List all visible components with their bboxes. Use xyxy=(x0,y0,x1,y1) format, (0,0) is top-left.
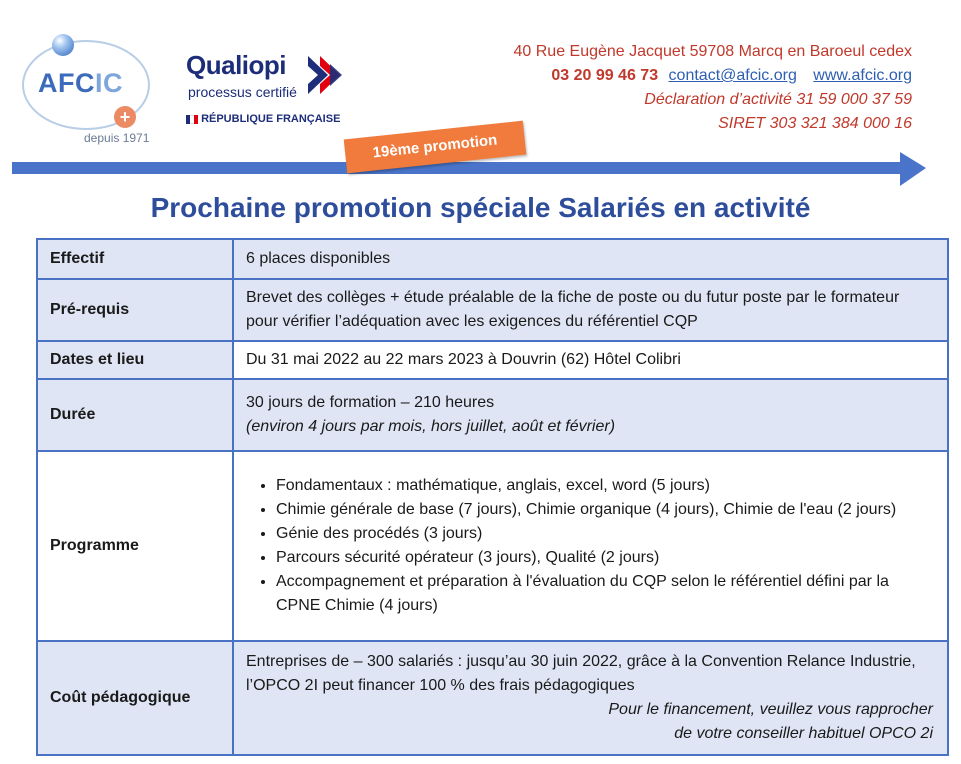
duree-main: 30 jours de formation – 210 heures xyxy=(246,394,495,411)
logo-sphere xyxy=(52,34,74,56)
value-effectif: 6 places disponibles xyxy=(233,239,948,279)
label-dates: Dates et lieu xyxy=(37,341,233,379)
contact-line xyxy=(514,64,913,88)
contact-block xyxy=(514,40,913,136)
programme-list xyxy=(246,474,935,618)
list-item: • Fondamentaux : mathématique, anglais, excel, word (5 jours) xyxy=(276,474,935,498)
value-dates: Du 31 mai 2022 au 22 mars 2023 à Douvrin (62) Hôtel Colibri xyxy=(233,341,948,379)
label-programme: Programme xyxy=(37,451,233,641)
row-programme xyxy=(37,451,948,641)
list-item: • Accompagnement et préparation à l'évaluation du CQP selon le référentiel défini par la CPNE Chimie (4 jours) xyxy=(276,570,935,618)
page-title: Prochaine promotion spéciale Salariés en activité xyxy=(150,192,811,223)
list-item: • Parcours sécurité opérateur (3 jours), Qualité (2 jours) xyxy=(276,546,935,570)
list-item: • Génie des procédés (3 jours) xyxy=(276,522,935,546)
plus-icon: + xyxy=(114,106,136,128)
cout-main: Entreprises de – 300 salariés : jusqu’au 30 juin 2022, grâce à la Convention Relance Industrie, l’OPCO 2I peut financer 100 % des frais pédagogiques xyxy=(246,653,916,694)
address: 40 Rue Eugène Jacquet 59708 Marcq en Baroeul cedex xyxy=(513,43,912,60)
qualiopi-subtitle: processus certifié xyxy=(188,84,297,100)
logo-wordmark-a: AFC xyxy=(38,68,95,98)
cout-note-2: de votre conseiller habituel OPCO 2i xyxy=(674,725,933,742)
label-effectif: Effectif xyxy=(37,239,233,279)
logo-wordmark xyxy=(38,68,123,99)
qualiopi-arrow-icon xyxy=(306,52,352,98)
siret: SIRET 303 321 384 000 16 xyxy=(718,115,912,132)
row-dates xyxy=(37,341,948,379)
phone-number: 03 20 99 46 73 xyxy=(551,67,659,84)
flag-red xyxy=(194,115,198,124)
republique-francaise xyxy=(186,113,340,125)
afcic-logo xyxy=(18,30,168,145)
row-effectif xyxy=(37,239,948,279)
promotion-stamp: 19ème promotion xyxy=(344,121,527,174)
declaration: Déclaration d’activité 31 59 000 37 59 xyxy=(644,91,912,108)
duree-note: (environ 4 jours par mois, hors juillet, août et février) xyxy=(246,418,616,435)
logo-since: depuis 1971 xyxy=(84,131,150,145)
row-cout xyxy=(37,641,948,755)
logo-wordmark-b: IC xyxy=(95,68,123,98)
info-table xyxy=(36,238,949,756)
value-programme xyxy=(233,451,948,641)
value-prerequis: Brevet des collèges + étude préalable de la fiche de poste ou du futur poste par le formateur pour vérifier l’adéquation avec les exigences du référentiel CQP xyxy=(233,279,948,341)
list-item: • Chimie générale de base (7 jours), Chimie organique (4 jours), Chimie de l'eau (2 jours) xyxy=(276,498,935,522)
qualiopi-logo xyxy=(186,50,366,130)
republique-label: RÉPUBLIQUE FRANÇAISE xyxy=(201,113,341,125)
value-cout xyxy=(233,641,948,755)
label-cout: Coût pédagogique xyxy=(37,641,233,755)
cout-note-1: Pour le financement, veuillez vous rapprocher xyxy=(608,701,933,718)
label-duree: Durée xyxy=(37,379,233,451)
row-prerequis xyxy=(37,279,948,341)
label-prerequis: Pré-requis xyxy=(37,279,233,341)
qualiopi-name: Qualiopi xyxy=(186,50,286,80)
website-link[interactable]: www.afcic.org xyxy=(813,67,912,84)
email-link[interactable]: contact@afcic.org xyxy=(668,67,797,84)
value-duree xyxy=(233,379,948,451)
row-duree xyxy=(37,379,948,451)
